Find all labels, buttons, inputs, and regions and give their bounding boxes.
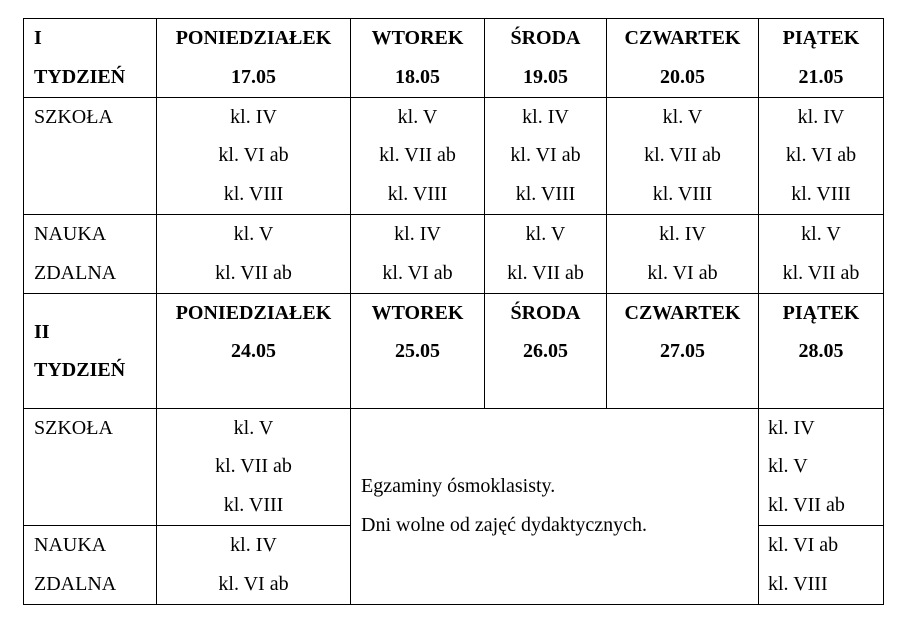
week2-remote-friday: kl. VI ab kl. VIII <box>759 525 884 604</box>
week2-day-thursday: CZWARTEK 27.05 <box>607 293 759 408</box>
week2-day-monday: PONIEDZIAŁEK 24.05 <box>157 293 351 408</box>
week2-remote-monday: kl. IV kl. VI ab <box>157 525 351 604</box>
week2-school-monday: kl. V kl. VII ab kl. VIII <box>157 408 351 525</box>
schedule-table <box>23 18 884 605</box>
week2-remote-label: NAUKA ZDALNA <box>24 525 157 604</box>
week1-school-tuesday: kl. V kl. VII ab kl. VIII <box>351 97 485 214</box>
week2-day-tuesday: WTOREK 25.05 <box>351 293 485 408</box>
week1-remote-thursday: kl. IV kl. VI ab <box>607 214 759 293</box>
week1-day-thursday: CZWARTEK 20.05 <box>607 19 759 98</box>
week1-school-wednesday: kl. IV kl. VI ab kl. VIII <box>485 97 607 214</box>
week1-day-friday: PIĄTEK 21.05 <box>759 19 884 98</box>
week1-header-row <box>24 19 884 98</box>
week1-day-tuesday: WTOREK 18.05 <box>351 19 485 98</box>
week2-school-row <box>24 408 884 525</box>
week2-school-friday: kl. IV kl. V kl. VII ab <box>759 408 884 525</box>
week1-day-wednesday: ŚRODA 19.05 <box>485 19 607 98</box>
week1-remote-tuesday: kl. IV kl. VI ab <box>351 214 485 293</box>
week1-remote-row <box>24 214 884 293</box>
week1-remote-wednesday: kl. V kl. VII ab <box>485 214 607 293</box>
week1-remote-monday: kl. V kl. VII ab <box>157 214 351 293</box>
week1-remote-label: NAUKA ZDALNA <box>24 214 157 293</box>
week1-remote-friday: kl. V kl. VII ab <box>759 214 884 293</box>
week2-header-row <box>24 293 884 408</box>
week2-label: II TYDZIEŃ <box>24 293 157 408</box>
week2-day-friday: PIĄTEK 28.05 <box>759 293 884 408</box>
week1-day-monday: PONIEDZIAŁEK 17.05 <box>157 19 351 98</box>
exam-note-cell: Egzaminy ósmoklasisty. Dni wolne od zajęć dydaktycznych. <box>351 408 759 604</box>
week1-school-thursday: kl. V kl. VII ab kl. VIII <box>607 97 759 214</box>
week1-school-monday: kl. IV kl. VI ab kl. VIII <box>157 97 351 214</box>
week1-label: I TYDZIEŃ <box>24 19 157 98</box>
week2-school-label: SZKOŁA <box>24 408 157 525</box>
week1-school-row <box>24 97 884 214</box>
week2-day-wednesday: ŚRODA 26.05 <box>485 293 607 408</box>
week1-school-label: SZKOŁA <box>24 97 157 214</box>
week1-school-friday: kl. IV kl. VI ab kl. VIII <box>759 97 884 214</box>
